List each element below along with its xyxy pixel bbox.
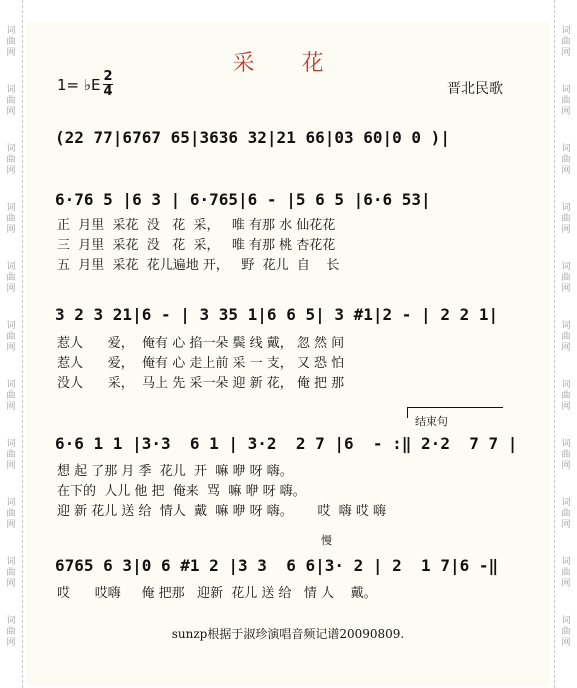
watermark-block: 词 曲 网 [6, 262, 16, 294]
watermark-block: 词 曲 网 [6, 557, 16, 589]
lyric-line-3-verse-3: 没人 采， 马上 先 采一朵 迎 新 花， 俺 把 那 [57, 376, 345, 391]
ending-label: 结束句 [415, 415, 448, 428]
watermark-block: 词 曲 网 [561, 498, 571, 530]
watermark-block: 词 曲 网 [6, 380, 16, 412]
lyric-line-4-verse-3: 迎 新 花儿 送 给 情人 戴 嘛 咿 呀 嗨。 哎 嗨 哎 嗨 [57, 504, 387, 519]
watermark-block: 词 曲 网 [6, 439, 16, 471]
song-title: 采 花 [232, 51, 344, 76]
lyric-line-4-verse-2: 在下的 人儿 他 把 俺来 骂 嘛 咿 呀 嗨。 [57, 484, 306, 499]
watermark-block: 词 曲 网 [6, 26, 16, 58]
left-watermark-column [4, 0, 18, 688]
time-signature [103, 71, 113, 98]
lyric-line-2-verse-3: 五 月里 采花 花儿遍地 开， 野 花儿 自 长 [57, 258, 340, 273]
watermark-block: 词 曲 网 [561, 85, 571, 117]
watermark-block: 词 曲 网 [561, 262, 571, 294]
watermark-block: 词 曲 网 [6, 144, 16, 176]
right-watermark-column [559, 0, 573, 688]
lyric-line-4-verse-1: 想 起 了那 月 季 花儿 开 嘛 咿 呀 嗨。 [57, 464, 293, 479]
notation-line-3: 3 2 3 21|6 - | 3 35 1|6 6 5| 3 #1|2 - | 2 2 1| [55, 305, 499, 324]
watermark-block: 词 曲 网 [561, 616, 571, 648]
watermark-block: 词 曲 网 [561, 557, 571, 589]
watermark-block: 词 曲 网 [561, 26, 571, 58]
watermark-block: 词 曲 网 [561, 439, 571, 471]
watermark-block: 词 曲 网 [6, 203, 16, 235]
time-signature-bottom: 4 [103, 84, 113, 99]
transcription-credit: sunzp根据于淑珍演唱音频记谱20090809. [171, 627, 405, 641]
watermark-block: 词 曲 网 [6, 321, 16, 353]
watermark-block: 词 曲 网 [561, 380, 571, 412]
lyric-line-5: 哎 哎嗨 俺 把那 迎新 花儿 送 给 情 人 戴。 [57, 586, 377, 601]
lyric-line-2-verse-1: 正 月里 采花 没 花 采， 唯 有那 水 仙花花 [57, 218, 336, 233]
notation-line-4: 6·6 1 1 |3·3 6 1 | 3·2 2 7 |6 - :‖ 2·2 7 7 | [55, 434, 518, 453]
watermark-block: 词 曲 网 [6, 616, 16, 648]
score-sheet [27, 22, 549, 686]
left-margin-divider [22, 0, 23, 688]
lyric-line-2-verse-2: 三 月里 采花 没 花 采， 唯 有那 桃 杏花花 [57, 238, 336, 253]
notation-line-1: (22 77|6767 65|3636 32|21 66|03 60|0 0 )| [55, 128, 450, 147]
notation-line-5: 6765 6 3|0 6 #1 2 |3 3 6 6|3· 2 | 2 1 7|6 -‖ [55, 556, 499, 575]
lyric-line-3-verse-2: 惹人 爱， 俺有 心 走上前 采 一 支， 又 恐 怕 [57, 356, 345, 371]
song-origin: 晋北民歌 [447, 81, 503, 97]
right-margin-divider [554, 0, 555, 688]
tempo-mark: 慢 [321, 534, 332, 547]
watermark-block: 词 曲 网 [561, 321, 571, 353]
watermark-block: 词 曲 网 [561, 203, 571, 235]
notation-line-2: 6·76 5 |6 3 | 6·765|6 - |5 6 5 |6·6 53| [55, 190, 431, 209]
key-signature: 1= ♭E [57, 76, 101, 94]
time-signature-top: 2 [103, 69, 113, 84]
watermark-block: 词 曲 网 [6, 498, 16, 530]
watermark-block: 词 曲 网 [561, 144, 571, 176]
watermark-block: 词 曲 网 [6, 85, 16, 117]
lyric-line-3-verse-1: 惹人 爱， 俺有 心 掐一朵 鬓 线 戴， 忽 然 间 [57, 336, 345, 351]
